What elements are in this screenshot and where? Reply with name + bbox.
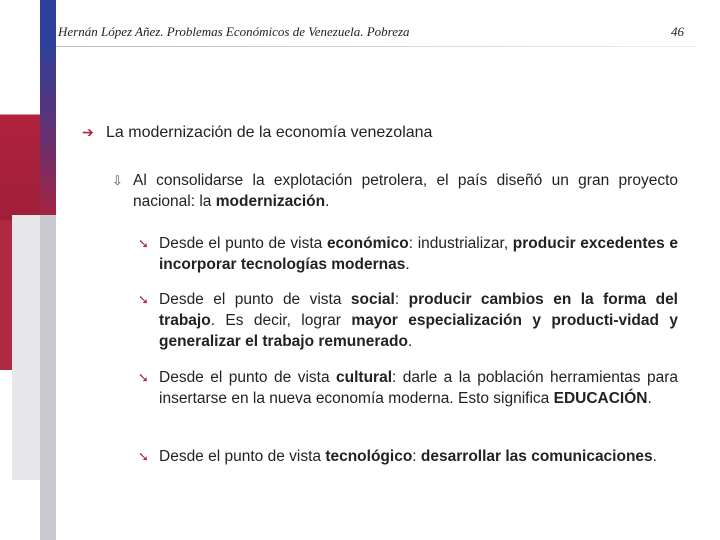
- text-run: . Es decir, lograr: [210, 312, 352, 329]
- text-run: Desde el punto de vista: [159, 448, 326, 465]
- point-social: [138, 289, 678, 352]
- text-run: Desde el punto de vista: [159, 235, 327, 252]
- point-text: [159, 289, 678, 352]
- down-right-arrow-icon: ➘: [138, 292, 149, 307]
- text-run: .: [407, 333, 413, 350]
- slide-header: [56, 0, 696, 50]
- intro-item: [112, 170, 678, 212]
- down-right-arrow-icon: ➘: [138, 236, 149, 251]
- header-divider: [56, 46, 696, 47]
- point-cultural: [138, 367, 678, 409]
- decorative-bar-gradient: [40, 50, 56, 220]
- text-run: Desde el punto de vista: [159, 291, 351, 308]
- intro-text: [133, 170, 678, 212]
- text-run: mayor especialización y producti-vidad y generalizar el trabajo remunerado: [159, 312, 678, 350]
- text-run: tecnológico: [325, 448, 413, 465]
- text-run: modernización: [215, 193, 326, 210]
- point-text: [159, 446, 678, 467]
- point-technological: [138, 446, 678, 467]
- down-arrow-icon: ⇩: [112, 173, 123, 188]
- text-run: EDUCACIÓN: [553, 390, 648, 407]
- text-run: Desde el punto de vista: [159, 369, 337, 386]
- text-run: : darle a la población herramientas para insertarse en la nueva economía moderna. Esto significa: [159, 369, 678, 407]
- header-title: Hernán López Añez. Problemas Económicos de Venezuela. Pobreza: [58, 24, 410, 39]
- text-run: .: [647, 390, 652, 407]
- section-heading: [82, 124, 432, 142]
- heading-text: La modernización de la economía venezolana: [106, 124, 433, 141]
- text-run: :: [412, 448, 421, 465]
- text-run: Al consolidarse la explotación petrolera, el país diseñó un gran proyecto nacional: la: [133, 172, 678, 210]
- text-run: .: [652, 448, 657, 465]
- text-run: .: [325, 193, 330, 210]
- down-right-arrow-icon: ➘: [138, 449, 149, 464]
- text-run: desarrollar las comunicaciones: [420, 448, 653, 465]
- text-run: producir cambios en la forma del trabajo: [159, 291, 678, 329]
- text-run: económico: [326, 235, 409, 252]
- text-run: : industrializar,: [408, 235, 513, 252]
- text-run: social: [350, 291, 395, 308]
- page-number: 46: [671, 24, 684, 39]
- text-run: .: [405, 256, 410, 273]
- right-arrow-icon: ➔: [82, 124, 94, 140]
- down-right-arrow-icon: ➘: [138, 370, 149, 385]
- decorative-bar-navy: [40, 0, 56, 50]
- decorative-bar-gradient-left: [0, 50, 40, 220]
- text-run: producir excedentes e incorporar tecnologías modernas: [159, 235, 678, 273]
- point-text: [159, 233, 678, 275]
- text-run: :: [394, 291, 409, 308]
- decorative-bar-gray: [40, 215, 56, 540]
- point-text: [159, 367, 678, 409]
- text-run: cultural: [336, 369, 392, 386]
- point-economic: [138, 233, 678, 275]
